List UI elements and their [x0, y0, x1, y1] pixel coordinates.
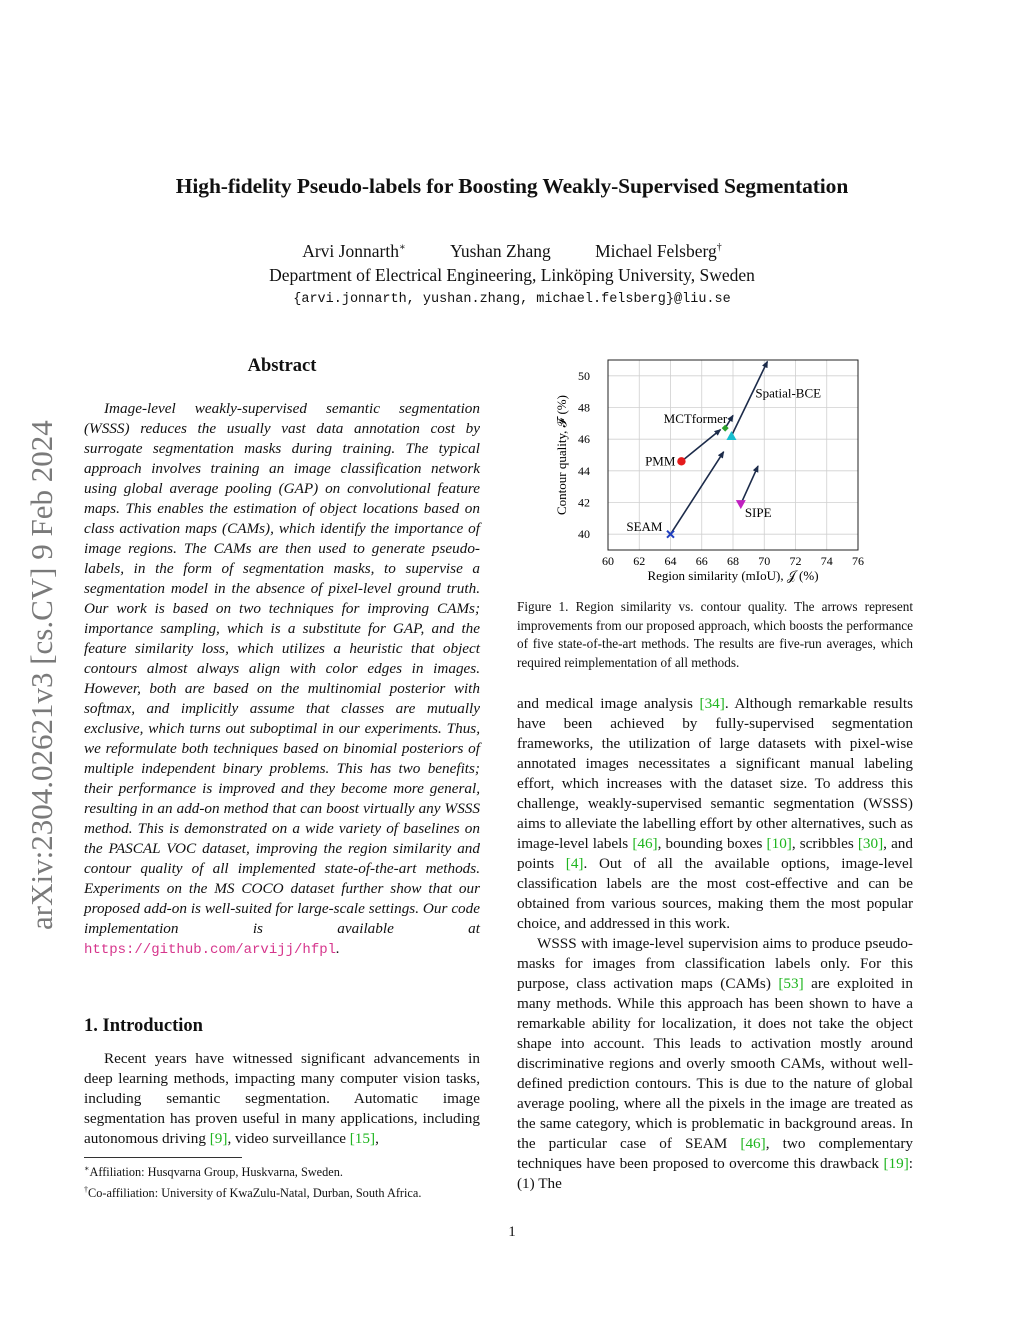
intro-body — [84, 1049, 480, 1149]
y-tick-label: 46 — [578, 432, 590, 447]
abstract-text: Image-level weakly-supervised semantic segmentation (WSSS) reduces the usually vast data annotation cost by surrogate segmentation masks during training. The typical approach involves training an image classification network using global average pooling (GAP) on convolutional feature maps. This enables the estimation of object locations based on class activation maps (CAMs), which identify the importance of image regions. The CAMs are then used to generate pseudo-labels, in the form of segmentation masks, to supervise a segmentation model in the absence of pixel-level ground truth. Our work is based on two techniques for improving CAMs; importance sampling, which is a substitute for GAP, and the feature similarity loss, which utilizes a heuristic that object contours almost always align with color edges in images. However, both are based on the multinomial posterior with softmax, and implicitly assume that classes are mutually exclusive, which turns out suboptimal in our experiments. Thus, we reformulate both techniques based on binomial posteriors of multiple independent binary problems. This has two benefits; their performance is improved and they become more general, resulting in an add-on method that can boost virtually any WSSS method. This is demonstrated on a wide variety of baselines on the PASCAL VOC dataset, improving the region similarity and contour quality of all implemented state-of-the-art methods. Experiments on the MS COCO dataset further show that our proposed add-on is well-suited for large-scale settings. Our code implementation is available at — [84, 400, 480, 937]
citation-link[interactable]: [53] — [778, 975, 804, 992]
data-point — [726, 431, 736, 440]
x-tick-label: 70 — [758, 554, 771, 568]
paragraph-text: . Out of all the available options, image-level classification labels are the most cost-effective and can be obtained from various sources, making them the most popular choice, and addressed in this work. — [517, 855, 913, 932]
x-tick-label: 62 — [633, 554, 646, 568]
right-paragraph-2 — [517, 934, 913, 1194]
series-label: MCTformer — [663, 411, 728, 427]
right-column-body — [517, 694, 913, 1194]
paragraph-text: , video surveillance — [227, 1130, 350, 1147]
improvement-arrow — [741, 466, 758, 504]
page-number: 1 — [508, 1224, 516, 1240]
author-list — [0, 241, 1024, 262]
y-axis-label: Contour quality, 𝓕 (%) — [554, 395, 569, 515]
x-tick-label: 68 — [727, 554, 739, 568]
paragraph-text: . Although remarkable results have been achieved by fully-supervised segmentation frameworks, the utilization of large datasets with pixel-wise annotated images necessitates a significant manual labeling effort, which increases with the dataset size. To address this challenge, weakly-supervised semantic segmentation (WSSS) aims to alleviate the labelling effort by other alternatives, such as image-level labels — [517, 695, 913, 852]
paragraph-text: , and points — [517, 835, 913, 872]
paragraph-text: , bounding boxes — [657, 835, 767, 852]
footnotes — [84, 1160, 484, 1202]
series-label: SIPE — [744, 505, 772, 521]
abstract-body: Image-level weakly-supervised semantic segmentation (WSSS) reduces the usually vast data annotation cost by surrogate segmentation masks during training. The typical approach involves training an image classification network using global average pooling (GAP) on convolutional feature maps. This enables the estimation of object locations based on class activation maps (CAMs), which identify the importance of image regions. The CAMs are then used to generate pseudo-labels, in the form of segmentation masks, to supervise a segmentation model in the absence of pixel-level ground truth. Our work is based on two techniques for improving CAMs; importance sampling, which is a substitute for GAP, and the feature similarity loss, which utilizes a heuristic that object contours almost always align with color edges in images. However, both are based on the multinomial posterior with softmax, and implicitly assume that classes are mutually exclusive, which turns out suboptimal in our experiments. Thus, we reformulate both techniques based on binomial posteriors of multiple independent binary problems. This has two benefits; their performance is improved and they become more general, resulting in an add-on method that can boost virtually any WSSS method. This is demonstrated on a wide variety of baselines on the PASCAL VOC dataset, improving the region similarity and contour quality of all implemented state-of-the-art methods. Experiments on the MS COCO dataset further show that our proposed add-on is well-suited for large-scale settings. Our code implementation is available at https://github.com/arvijj/hfpl. — [84, 400, 480, 958]
author-emails: {arvi.jonnarth, yushan.zhang, michael.felsberg}@liu.se — [293, 292, 731, 307]
author-2: Yushan Zhang — [450, 241, 551, 261]
x-tick-label: 60 — [602, 554, 614, 568]
intro-heading: 1. Introduction — [84, 1016, 203, 1036]
paragraph-text: Recent years have witnessed significant advancements in deep learning methods, impacting many computer vision tasks, including semantic segmentation. Automatic image segmentation has proven useful in many applications, including autonomous driving — [84, 1050, 480, 1147]
abstract-heading: Abstract — [247, 356, 317, 376]
author-1: Arvi Jonnarth∗ — [302, 241, 406, 261]
y-tick-label: 48 — [578, 400, 590, 415]
paragraph-text: , two complementary techniques have been proposed to overcome this drawback — [517, 1135, 914, 1172]
paragraph-text: WSSS with image-level supervision aims to produce pseudo-masks for images from classification labels only. For this purpose, class activation maps (CAMs) — [517, 935, 913, 992]
y-tick-label: 50 — [578, 368, 590, 383]
citation-link[interactable]: [19] — [883, 1155, 909, 1172]
footnote-2: †Co-affiliation: University of KwaZulu-Natal, Durban, South Africa. — [84, 1185, 422, 1201]
x-tick-label: 76 — [852, 554, 864, 568]
y-tick-label: 44 — [578, 463, 590, 478]
series-label: SEAM — [626, 519, 663, 535]
figure-1-caption: Figure 1. Region similarity vs. contour quality. The arrows represent improvements from our proposed approach, which boosts the performance of five state-of-the-art methods. The results are five-run averages, which required reimplementation of all methods. — [517, 599, 913, 670]
author-3: Michael Felsberg† — [595, 241, 722, 261]
citation-link[interactable]: [30] — [857, 835, 884, 852]
intro-paragraph — [84, 1049, 480, 1149]
paragraph-text: are exploited in many methods. While this approach has been shown to have a remarkable ability for localization, it does not take the object shape into account. This leads to activation mostly around discriminative regions and overly smooth CAMs, without well-defined prediction contours. This is due to the nature of global average pooling, where all the pixels in the image are treated as the same category, which is problematic in background areas. In the particular case of SEAM — [517, 975, 913, 1152]
footnote-divider — [84, 1157, 242, 1158]
code-link[interactable]: https://github.com/arvijj/hfpl — [84, 942, 337, 958]
citation-link[interactable]: [4] — [565, 855, 584, 872]
x-tick-label: 72 — [789, 554, 802, 568]
data-point — [677, 457, 685, 465]
citation-link[interactable]: [34] — [699, 695, 725, 712]
x-tick-label: 64 — [664, 554, 677, 568]
figure-1-chart — [540, 352, 880, 592]
right-paragraph-1 — [517, 694, 913, 934]
series-label: Spatial-BCE — [755, 385, 822, 401]
paragraph-text: : (1) The — [517, 1155, 913, 1192]
arxiv-stamp: arXiv:2304.02621v3 [cs.CV] 9 Feb 2024 — [24, 420, 59, 930]
paragraph-text: , scribbles — [791, 835, 858, 852]
x-axis-label: Region similarity (mIoU), 𝒥 (%) — [647, 568, 819, 583]
affiliation: Department of Electrical Engineering, Linköping University, Sweden — [269, 265, 755, 285]
series-label: PMM — [645, 453, 676, 469]
citation-link[interactable]: [15] — [349, 1130, 376, 1147]
y-tick-label: 42 — [578, 495, 590, 510]
x-tick-label: 66 — [695, 554, 708, 568]
improvement-arrow — [681, 430, 720, 462]
paragraph-text: , — [375, 1130, 379, 1147]
citation-link[interactable]: [46] — [632, 835, 658, 852]
citation-link[interactable]: [10] — [766, 835, 792, 852]
y-tick-label: 40 — [578, 527, 590, 542]
citation-link[interactable]: [46] — [740, 1135, 766, 1152]
citation-link[interactable]: [9] — [209, 1130, 228, 1147]
paragraph-text: and medical image analysis — [517, 695, 700, 712]
x-tick-label: 74 — [820, 554, 833, 568]
paper-title: High-fidelity Pseudo-labels for Boosting Weakly-Supervised Segmentation — [175, 174, 849, 198]
footnote-1: ∗Affiliation: Husqvarna Group, Huskvarna, Sweden. — [84, 1164, 343, 1180]
